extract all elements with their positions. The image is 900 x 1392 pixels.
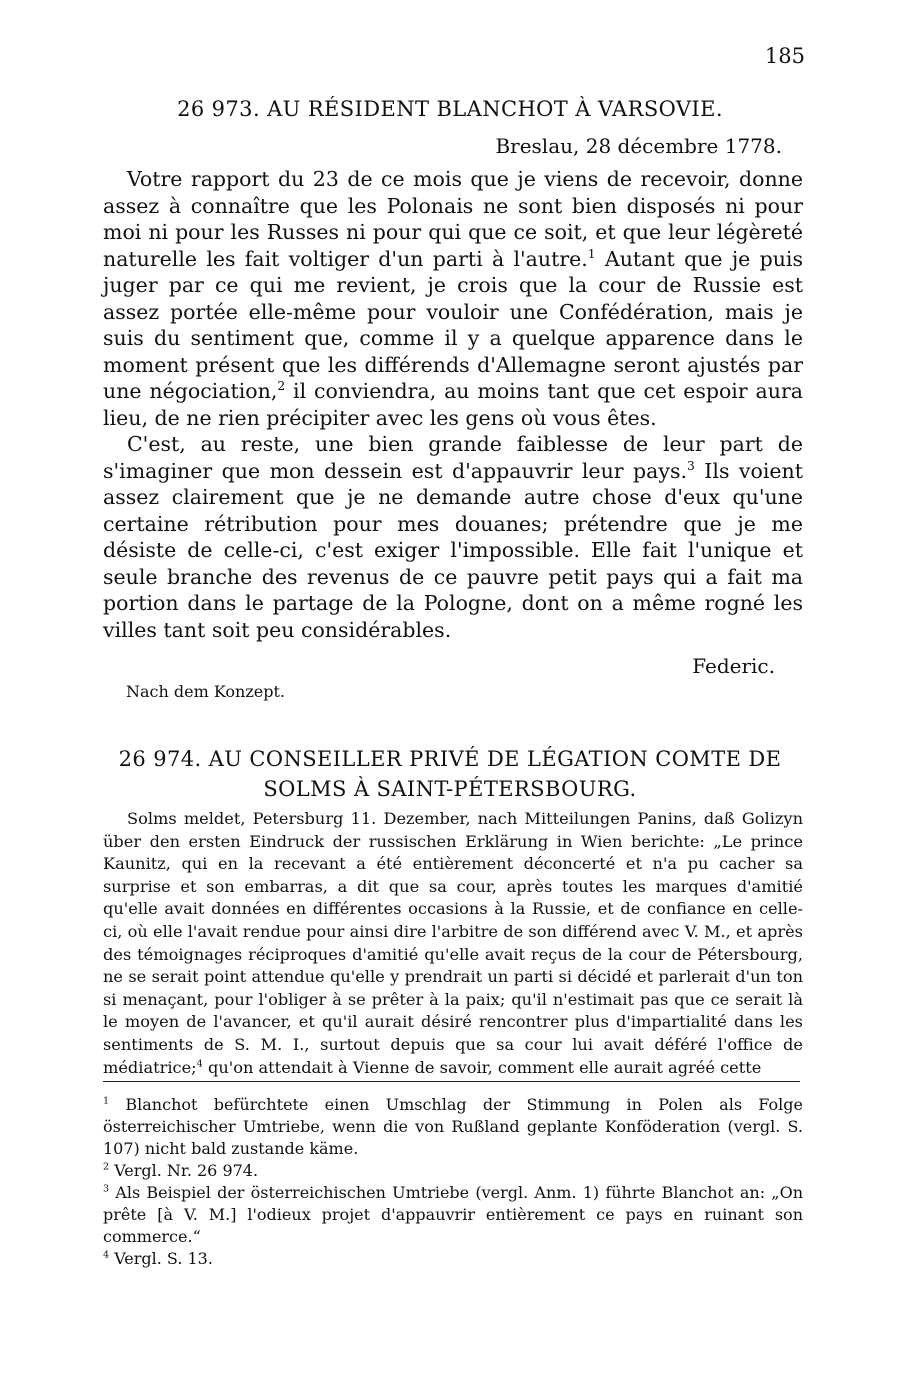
footnote	[103, 1182, 803, 1248]
heading-line: 26 974. AU CONSEILLER PRIVÉ DE LÉGATION COMTE DE	[118, 747, 782, 771]
footnote-text: Als Beispiel der österreichischen Umtriebe (vergl. Anm. 1) führte Blanchot an: „On prête [à V. M.] l'odieux projet d'appauvrir entièrement ce pays en ruinant son commerce.“	[103, 1183, 803, 1246]
paragraph	[103, 431, 803, 643]
footnote-number: 4	[103, 1249, 110, 1261]
source-note: Nach dem Konzept.	[126, 682, 285, 701]
letter-body	[103, 166, 803, 643]
footnote-number: 2	[103, 1161, 110, 1173]
footnote-ref[interactable]: 3	[687, 458, 695, 473]
text-run: il conviendra, au moins tant que cet espoir aura lieu, de ne rien précipiter avec les gens où vous êtes.	[103, 379, 803, 430]
text-run: qu'on attendait à Vienne de savoir, comment elle aurait agréé cette	[202, 1057, 762, 1077]
regest-summary	[103, 808, 803, 1079]
text-run: Ils voient assez clairement que je ne demande autre chose d'eux qu'une certaine rétribution pour mes douanes; prétendre que je me désiste de celle-ci, c'est exiger l'impossible. Elle fait l'unique et seule branche des revenus de ce pauvre petit pays qui a fait ma portion dans le partage de la Pologne, dont on a même rogné les villes tant soit peu considérables.	[103, 458, 803, 642]
footnote-number: 3	[103, 1183, 110, 1195]
footnote-ref[interactable]: 4	[196, 1058, 203, 1070]
text-run: Solms meldet, Petersburg 11. Dezember, nach Mitteilungen Panins, daß Golizyn über den ersten Eindruck der russischen Erklärung in Wien berichte: „Le prince Kaunitz, qui en la recevant a été entièrement déconcerté et n'a pu cacher sa surprise et son embarras, a dit que sa cour, après toutes les marques d'amitié qu'elle avait données en différentes occasions à la Russie, et de confiance en celle-ci, où elle l'avait rendue pour ainsi dire l'arbitre de son différend avec V. M., et après des témoignages réciproques d'amitié qu'elle avait reçus de la cour de Pétersbourg, ne se serait point attendue qu'elle y prendrait un parti si décidé et parlerait d'un ton si menaçant, pour l'obliger à se prêter à la paix; qu'il n'estimait pas que ce serait là le moyen de l'avancer, et qu'il aurait désiré rencontrer plus d'impartialité dans les sentiments de S. M. I., surtout depuis que sa cour lui avait déféré l'office de médiatrice;	[103, 809, 803, 1077]
text-run: Autant que je puis juger par ce qui me revient, je crois que la cour de Russie est assez portée elle-même pour vouloir une Confédération, mais je suis du sentiment que, comme il y a quelque apparence dans le moment présent que les différends d'Allemagne seront ajustés par une négociation,	[103, 246, 803, 403]
paragraph	[103, 166, 803, 431]
footnote	[103, 1248, 803, 1270]
footnotes	[103, 1094, 803, 1270]
dateline: Breslau, 28 décembre 1778.	[495, 134, 782, 158]
text-run: Votre rapport du 23 de ce mois que je viens de recevoir, donne assez à connaître que les Polonais ne sont bien disposés ni pour moi ni pour les Russes ni pour qui que ce soit, et que leur légèreté naturelle les fait voltiger d'un parti à l'autre.	[103, 167, 803, 271]
page-number: 185	[764, 44, 805, 68]
letter-heading: 26 973. AU RÉSIDENT BLANCHOT À VARSOVIE.	[177, 97, 723, 121]
footnote-text: Vergl. Nr. 26 974.	[109, 1161, 259, 1180]
text-run: C'est, au reste, une bien grande faiblesse de leur part de s'imaginer que mon dessein est d'appauvrir leur pays.	[103, 432, 803, 483]
letter-heading-2	[100, 744, 800, 804]
footnote	[103, 1094, 803, 1160]
footnote-number: 1	[103, 1095, 110, 1107]
signature: Federic.	[692, 654, 775, 678]
footnote-ref[interactable]: 2	[277, 379, 286, 394]
footnote	[103, 1160, 803, 1182]
footnote-text: Vergl. S. 13.	[109, 1249, 213, 1268]
footnote-ref[interactable]: 1	[587, 246, 596, 261]
heading-line: SOLMS À SAINT-PÉTERSBOURG.	[263, 777, 637, 801]
footnote-text: Blanchot befürchtete einen Umschlag der Stimmung in Polen als Folge österreichischer Umtriebe, wenn die von Rußland geplante Konföderation (vergl. S. 107) nicht bald zustande käme.	[103, 1095, 803, 1158]
footnote-divider	[103, 1081, 800, 1082]
paragraph	[103, 808, 803, 1079]
